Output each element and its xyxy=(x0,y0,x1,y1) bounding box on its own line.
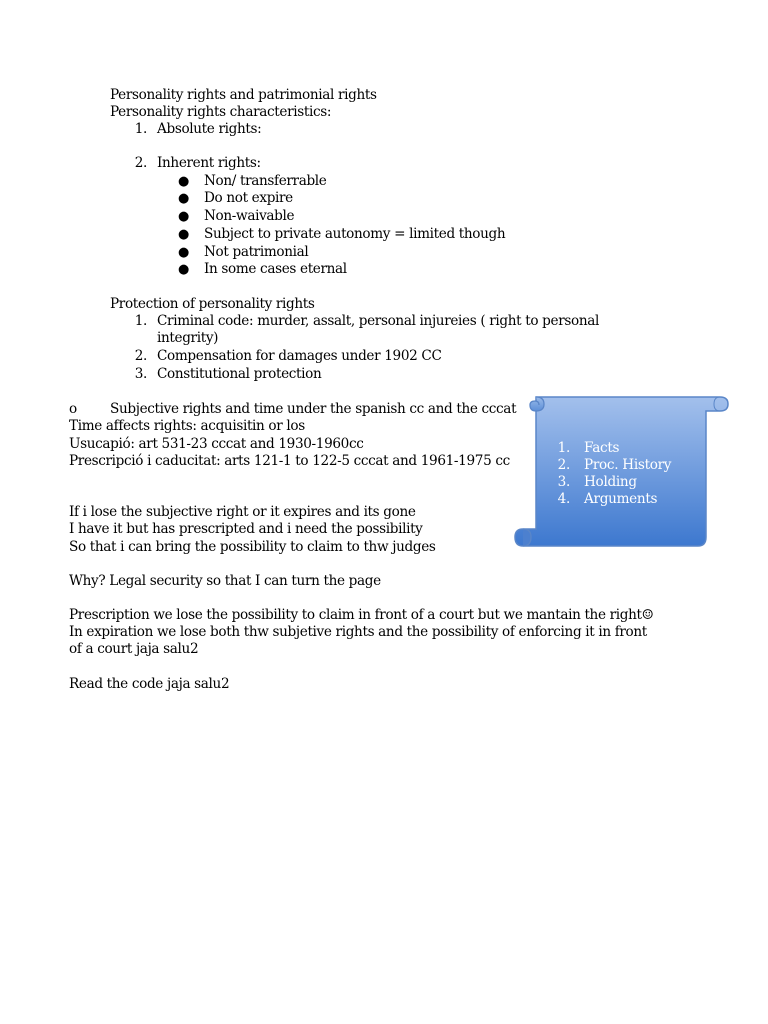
scroll-item-holding: Holding xyxy=(584,474,637,490)
protection-item: Criminal code: murder, assalt, personal injureies ( right to personal xyxy=(157,313,599,329)
protection-item-continuation: integrity) xyxy=(157,330,219,346)
list-item: Non/ transferrable xyxy=(204,173,327,189)
subjective-title: Subjective rights and time under the spanish cc and the cccat xyxy=(110,401,517,417)
bullet-icon: ● xyxy=(178,174,190,189)
bullet-icon: ● xyxy=(178,209,190,224)
subjective-line: Usucapió: art 531-23 cccat and 1930-1960cc xyxy=(69,436,364,452)
subjective-line: Prescripció i caducitat: arts 121-1 to 122-5 cccat and 1961-1975 cc xyxy=(69,453,510,469)
heading-subtitle: Personality rights characteristics: xyxy=(110,104,332,120)
bullet-icon: ● xyxy=(178,227,190,242)
list-item: Subject to private autonomy = limited though xyxy=(204,226,506,242)
list-item: Not patrimonial xyxy=(204,244,309,260)
bullet-icon: ● xyxy=(178,262,190,277)
protection-item: Compensation for damages under 1902 CC xyxy=(157,348,442,364)
subjective-marker: o xyxy=(69,401,77,417)
paragraph-line: So that i can bring the possibility to claim to thw judges xyxy=(69,539,436,555)
list-item: In some cases eternal xyxy=(204,261,347,277)
characteristic-absolute: Absolute rights: xyxy=(157,121,262,137)
list-item: Do not expire xyxy=(204,190,293,206)
scroll-item-proc-history: Proc. History xyxy=(584,457,672,473)
scroll-item-number: 2. xyxy=(557,457,570,473)
paragraph-line: If i lose the subjective right or it expires and its gone xyxy=(69,504,416,520)
characteristic-number: 2. xyxy=(134,155,147,171)
scroll-item-number: 3. xyxy=(557,474,570,490)
scroll-item-facts: Facts xyxy=(584,440,620,456)
scroll-item-number: 1. xyxy=(557,440,570,456)
bullet-icon: ● xyxy=(178,191,190,206)
protection-title: Protection of personality rights xyxy=(110,296,315,312)
scroll-shape xyxy=(514,389,730,551)
paragraph-line: of a court jaja salu2 xyxy=(69,641,199,657)
characteristic-number: 1. xyxy=(134,121,147,137)
paragraph-line: Prescription we lose the possibility to claim in front of a court but we mantain the right☺ xyxy=(69,607,654,623)
bullet-icon: ● xyxy=(178,245,190,260)
protection-number: 2. xyxy=(134,348,147,364)
list-item: Non-waivable xyxy=(204,208,295,224)
scroll-item-arguments: Arguments xyxy=(584,491,658,507)
characteristic-inherent: Inherent rights: xyxy=(157,155,261,171)
heading-title: Personality rights and patrimonial rights xyxy=(110,87,377,103)
paragraph-line: Read the code jaja salu2 xyxy=(69,676,230,692)
paragraph-line: In expiration we lose both thw subjetive rights and the possibility of enforcing it in front xyxy=(69,624,647,640)
paragraph-line: Why? Legal security so that I can turn the page xyxy=(69,573,381,589)
paragraph-line: I have it but has prescripted and i need the possibility xyxy=(69,521,423,537)
protection-number: 3. xyxy=(134,366,147,382)
scroll-item-number: 4. xyxy=(557,491,570,507)
protection-item: Constitutional protection xyxy=(157,366,322,382)
protection-number: 1. xyxy=(134,313,147,329)
subjective-line: Time affects rights: acquisitin or los xyxy=(69,418,305,434)
